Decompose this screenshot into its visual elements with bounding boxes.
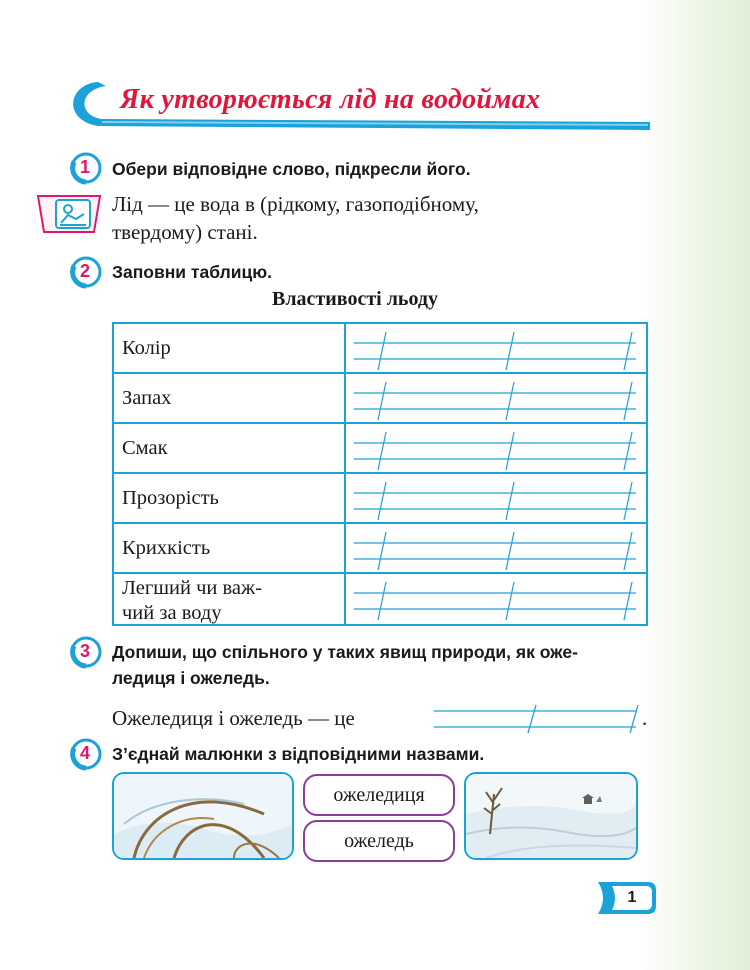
task-2-badge	[70, 256, 106, 292]
task-4-number: 4	[79, 743, 90, 763]
row-label: Смак	[114, 424, 346, 472]
task-3-number: 3	[79, 641, 90, 661]
task-2-instruction: Заповни таблицю.	[112, 262, 273, 282]
answer-lines[interactable]	[346, 424, 646, 472]
task-1-text-line2: твердому) стані.	[112, 220, 258, 244]
table-row	[114, 574, 646, 624]
table-row	[114, 324, 646, 374]
table-row	[114, 524, 646, 574]
table-row	[114, 474, 646, 524]
guide-lines	[346, 424, 644, 472]
table-row	[114, 374, 646, 424]
task-1-text-line1: Лід — це вода в (рідкому, газоподібному,	[112, 192, 479, 216]
row-label: Прозорість	[114, 474, 346, 522]
guide-lines	[346, 474, 644, 522]
icy-landscape-image[interactable]	[464, 772, 638, 860]
answer-lines[interactable]	[346, 574, 646, 624]
properties-table	[112, 322, 648, 626]
answer-lines[interactable]	[346, 524, 646, 572]
label-ozheledytsia[interactable]: ожеледиця	[303, 774, 455, 816]
task-3-instruction-line1: Допиши, що спільного у таких явищ природи, як оже-	[112, 642, 578, 662]
answer-lines[interactable]	[346, 324, 646, 372]
page-title: Як утворюється лід на водоймах	[120, 84, 541, 115]
guide-lines	[346, 574, 644, 622]
table-row	[114, 424, 646, 474]
task-3-badge	[70, 636, 106, 672]
row-label: Запах	[114, 374, 346, 422]
row-label-line1: Легший чи важ-	[122, 577, 263, 599]
row-label: Колір	[114, 324, 346, 372]
book-reading-icon	[34, 190, 106, 238]
row-label-line2: чий за воду	[122, 602, 222, 624]
guide-lines	[346, 524, 644, 572]
task-4-instruction: З’єднай малюнки з відповідними назвами.	[112, 744, 485, 764]
task-1-number: 1	[79, 157, 90, 177]
row-label: Крихкість	[114, 524, 346, 572]
page-number-tab	[598, 880, 660, 916]
task-3-answer-prefix: Ожеледиця і ожеледь — це	[112, 706, 355, 730]
answer-lines[interactable]	[346, 474, 646, 522]
icy-branches-image[interactable]	[112, 772, 294, 860]
row-label	[114, 574, 346, 624]
task-1-instruction: Обери відповідне слово, підкресли його.	[112, 159, 471, 179]
page-number: 1	[627, 889, 637, 906]
task-3-answer-line[interactable]	[430, 703, 642, 733]
task-4-badge	[70, 738, 106, 774]
table-title: Властивості льоду	[272, 288, 439, 310]
task-2-number: 2	[79, 261, 90, 281]
label-ozheled[interactable]: ожеледь	[303, 820, 455, 862]
guide-lines	[346, 374, 644, 422]
answer-lines[interactable]	[346, 374, 646, 422]
task-3-answer-suffix: .	[642, 706, 648, 730]
guide-lines	[346, 324, 644, 372]
task-1-badge	[70, 152, 106, 188]
task-3-instruction-line2: ледиця і ожеледь.	[112, 668, 270, 688]
